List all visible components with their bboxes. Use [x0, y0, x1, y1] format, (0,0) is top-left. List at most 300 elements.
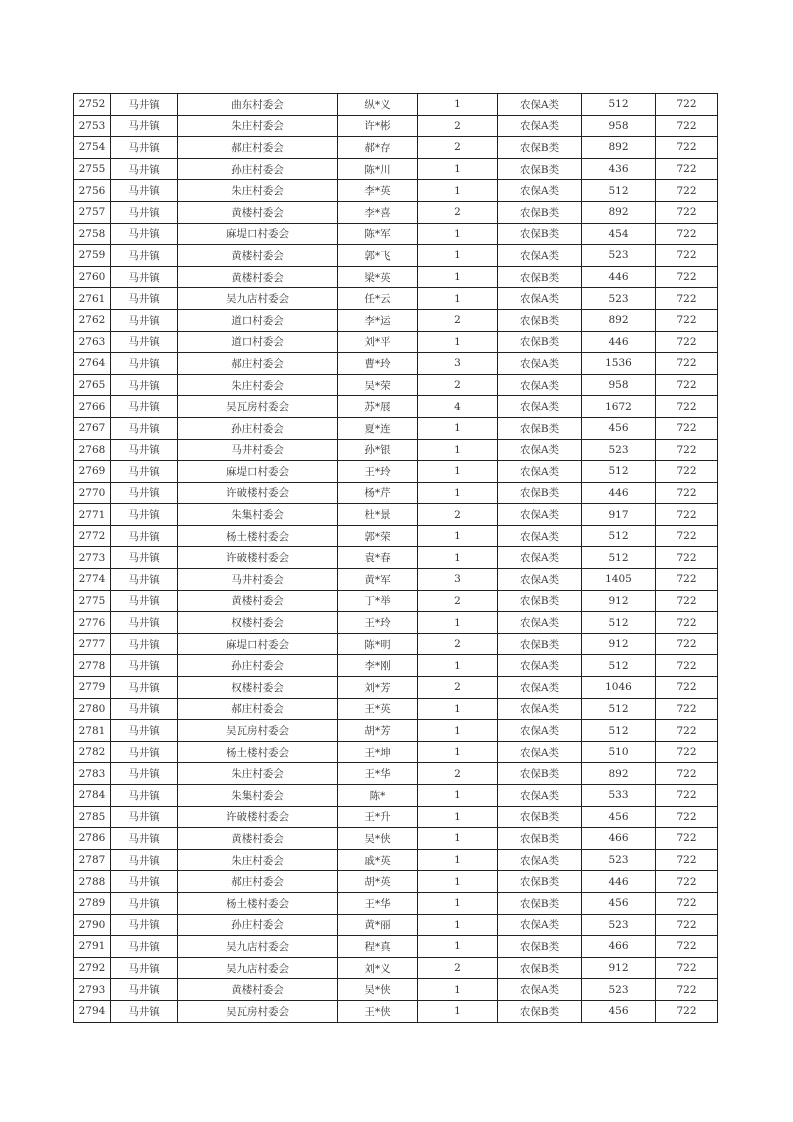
person-name-cell: 郭*荣	[338, 525, 418, 547]
table-row	[74, 417, 718, 439]
village-committee-cell: 朱庄村委会	[178, 374, 338, 396]
township-cell: 马井镇	[111, 1000, 178, 1022]
township-cell: 马井镇	[111, 374, 178, 396]
household-count-cell: 1	[418, 914, 498, 936]
amount-cell: 446	[582, 482, 656, 504]
amount-cell: 446	[582, 871, 656, 893]
township-cell: 马井镇	[111, 741, 178, 763]
person-name-cell: 吴*荣	[338, 374, 418, 396]
standard-cell: 722	[656, 957, 718, 979]
table-row	[74, 504, 718, 526]
village-committee-cell: 孙庄村委会	[178, 158, 338, 180]
household-count-cell: 1	[418, 720, 498, 742]
person-name-cell: 李*刚	[338, 655, 418, 677]
insurance-category-cell: 农保A类	[498, 655, 582, 677]
table-row	[74, 1000, 718, 1022]
person-name-cell: 杜*景	[338, 504, 418, 526]
row-number-cell: 2770	[74, 482, 111, 504]
village-committee-cell: 权楼村委会	[178, 612, 338, 634]
household-count-cell: 1	[418, 806, 498, 828]
row-number-cell: 2773	[74, 547, 111, 569]
standard-cell: 722	[656, 655, 718, 677]
household-count-cell: 1	[418, 785, 498, 807]
household-count-cell: 1	[418, 482, 498, 504]
standard-cell: 722	[656, 871, 718, 893]
amount-cell: 456	[582, 417, 656, 439]
row-number-cell: 2763	[74, 331, 111, 353]
amount-cell: 892	[582, 763, 656, 785]
township-cell: 马井镇	[111, 266, 178, 288]
row-number-cell: 2767	[74, 417, 111, 439]
household-count-cell: 1	[418, 936, 498, 958]
township-cell: 马井镇	[111, 158, 178, 180]
row-number-cell: 2792	[74, 957, 111, 979]
person-name-cell: 刘*芳	[338, 677, 418, 699]
table-row	[74, 892, 718, 914]
village-committee-cell: 麻堤口村委会	[178, 223, 338, 245]
household-count-cell: 1	[418, 892, 498, 914]
person-name-cell: 程*真	[338, 936, 418, 958]
insurance-category-cell: 农保B类	[498, 936, 582, 958]
row-number-cell: 2791	[74, 936, 111, 958]
amount-cell: 917	[582, 504, 656, 526]
household-count-cell: 2	[418, 590, 498, 612]
table-row	[74, 525, 718, 547]
township-cell: 马井镇	[111, 569, 178, 591]
township-cell: 马井镇	[111, 979, 178, 1001]
row-number-cell: 2772	[74, 525, 111, 547]
amount-cell: 912	[582, 633, 656, 655]
row-number-cell: 2759	[74, 245, 111, 267]
insurance-category-cell: 农保B类	[498, 828, 582, 850]
person-name-cell: 曹*玲	[338, 353, 418, 375]
table-body	[74, 94, 718, 1023]
insurance-category-cell: 农保B类	[498, 590, 582, 612]
amount-cell: 523	[582, 849, 656, 871]
household-count-cell: 1	[418, 698, 498, 720]
insurance-category-cell: 农保A类	[498, 374, 582, 396]
township-cell: 马井镇	[111, 914, 178, 936]
household-count-cell: 1	[418, 180, 498, 202]
amount-cell: 446	[582, 331, 656, 353]
person-name-cell: 王*坤	[338, 741, 418, 763]
row-number-cell: 2790	[74, 914, 111, 936]
row-number-cell: 2793	[74, 979, 111, 1001]
insurance-category-cell: 农保A类	[498, 677, 582, 699]
insurance-category-cell: 农保B类	[498, 417, 582, 439]
standard-cell: 722	[656, 525, 718, 547]
township-cell: 马井镇	[111, 677, 178, 699]
amount-cell: 1405	[582, 569, 656, 591]
amount-cell: 512	[582, 655, 656, 677]
row-number-cell: 2778	[74, 655, 111, 677]
amount-cell: 892	[582, 137, 656, 159]
insurance-category-cell: 农保A类	[498, 396, 582, 418]
insurance-category-cell: 农保A类	[498, 288, 582, 310]
household-count-cell: 2	[418, 504, 498, 526]
table-row	[74, 461, 718, 483]
household-count-cell: 2	[418, 374, 498, 396]
standard-cell: 722	[656, 849, 718, 871]
row-number-cell: 2753	[74, 115, 111, 137]
person-name-cell: 郭*飞	[338, 245, 418, 267]
household-count-cell: 1	[418, 655, 498, 677]
standard-cell: 722	[656, 309, 718, 331]
row-number-cell: 2781	[74, 720, 111, 742]
table-row	[74, 158, 718, 180]
amount-cell: 912	[582, 957, 656, 979]
table-row	[74, 763, 718, 785]
village-committee-cell: 吴瓦房村委会	[178, 720, 338, 742]
standard-cell: 722	[656, 914, 718, 936]
standard-cell: 722	[656, 201, 718, 223]
person-name-cell: 陈*川	[338, 158, 418, 180]
table-row	[74, 115, 718, 137]
household-count-cell: 1	[418, 417, 498, 439]
township-cell: 马井镇	[111, 763, 178, 785]
standard-cell: 722	[656, 590, 718, 612]
amount-cell: 1046	[582, 677, 656, 699]
row-number-cell: 2789	[74, 892, 111, 914]
township-cell: 马井镇	[111, 590, 178, 612]
amount-cell: 512	[582, 525, 656, 547]
amount-cell: 523	[582, 245, 656, 267]
township-cell: 马井镇	[111, 223, 178, 245]
table-row	[74, 677, 718, 699]
person-name-cell: 吴*侠	[338, 979, 418, 1001]
table-row	[74, 331, 718, 353]
row-number-cell: 2783	[74, 763, 111, 785]
township-cell: 马井镇	[111, 936, 178, 958]
village-committee-cell: 道口村委会	[178, 331, 338, 353]
village-committee-cell: 黄楼村委会	[178, 266, 338, 288]
standard-cell: 722	[656, 417, 718, 439]
person-name-cell: 郝*存	[338, 137, 418, 159]
table-row	[74, 936, 718, 958]
person-name-cell: 苏*展	[338, 396, 418, 418]
village-committee-cell: 吴瓦房村委会	[178, 396, 338, 418]
household-count-cell: 1	[418, 828, 498, 850]
standard-cell: 722	[656, 439, 718, 461]
row-number-cell: 2761	[74, 288, 111, 310]
standard-cell: 722	[656, 936, 718, 958]
row-number-cell: 2784	[74, 785, 111, 807]
township-cell: 马井镇	[111, 612, 178, 634]
table-row	[74, 245, 718, 267]
insurance-category-cell: 农保B类	[498, 482, 582, 504]
table-row	[74, 374, 718, 396]
person-name-cell: 王*玲	[338, 461, 418, 483]
person-name-cell: 孙*银	[338, 439, 418, 461]
amount-cell: 466	[582, 936, 656, 958]
amount-cell: 523	[582, 979, 656, 1001]
person-name-cell: 王*英	[338, 698, 418, 720]
person-name-cell: 胡*芳	[338, 720, 418, 742]
standard-cell: 722	[656, 374, 718, 396]
household-count-cell: 1	[418, 741, 498, 763]
village-committee-cell: 麻堤口村委会	[178, 461, 338, 483]
village-committee-cell: 许破楼村委会	[178, 482, 338, 504]
township-cell: 马井镇	[111, 439, 178, 461]
household-count-cell: 2	[418, 677, 498, 699]
table-row	[74, 288, 718, 310]
person-name-cell: 李*喜	[338, 201, 418, 223]
township-cell: 马井镇	[111, 245, 178, 267]
standard-cell: 722	[656, 785, 718, 807]
standard-cell: 722	[656, 547, 718, 569]
village-committee-cell: 杨土楼村委会	[178, 525, 338, 547]
township-cell: 马井镇	[111, 547, 178, 569]
insurance-category-cell: 农保A类	[498, 979, 582, 1001]
person-name-cell: 李*英	[338, 180, 418, 202]
person-name-cell: 陈*军	[338, 223, 418, 245]
standard-cell: 722	[656, 137, 718, 159]
insurance-category-cell: 农保A类	[498, 612, 582, 634]
village-committee-cell: 权楼村委会	[178, 677, 338, 699]
insurance-category-cell: 农保A类	[498, 180, 582, 202]
standard-cell: 722	[656, 396, 718, 418]
insurance-category-cell: 农保B类	[498, 957, 582, 979]
household-count-cell: 1	[418, 439, 498, 461]
village-committee-cell: 朱庄村委会	[178, 849, 338, 871]
table-row	[74, 785, 718, 807]
village-committee-cell: 吴九店村委会	[178, 288, 338, 310]
township-cell: 马井镇	[111, 201, 178, 223]
insurance-category-cell: 农保B类	[498, 158, 582, 180]
table-row	[74, 871, 718, 893]
household-count-cell: 1	[418, 331, 498, 353]
township-cell: 马井镇	[111, 137, 178, 159]
village-committee-cell: 黄楼村委会	[178, 245, 338, 267]
insurance-category-cell: 农保A类	[498, 461, 582, 483]
insurance-category-cell: 农保A类	[498, 785, 582, 807]
insurance-category-cell: 农保B类	[498, 266, 582, 288]
amount-cell: 912	[582, 590, 656, 612]
township-cell: 马井镇	[111, 94, 178, 116]
amount-cell: 512	[582, 94, 656, 116]
village-committee-cell: 曲东村委会	[178, 94, 338, 116]
village-committee-cell: 马井村委会	[178, 439, 338, 461]
village-committee-cell: 许破楼村委会	[178, 806, 338, 828]
township-cell: 马井镇	[111, 525, 178, 547]
row-number-cell: 2762	[74, 309, 111, 331]
village-committee-cell: 孙庄村委会	[178, 655, 338, 677]
standard-cell: 722	[656, 569, 718, 591]
table-row	[74, 806, 718, 828]
village-committee-cell: 朱庄村委会	[178, 115, 338, 137]
table-row	[74, 914, 718, 936]
insurance-category-cell: 农保B类	[498, 137, 582, 159]
person-name-cell: 吴*侠	[338, 828, 418, 850]
household-count-cell: 1	[418, 849, 498, 871]
amount-cell: 512	[582, 180, 656, 202]
standard-cell: 722	[656, 720, 718, 742]
village-committee-cell: 朱庄村委会	[178, 180, 338, 202]
village-committee-cell: 黄楼村委会	[178, 201, 338, 223]
household-count-cell: 2	[418, 201, 498, 223]
township-cell: 马井镇	[111, 698, 178, 720]
household-count-cell: 1	[418, 223, 498, 245]
person-name-cell: 丁*举	[338, 590, 418, 612]
insurance-category-cell: 农保A类	[498, 547, 582, 569]
township-cell: 马井镇	[111, 806, 178, 828]
row-number-cell: 2780	[74, 698, 111, 720]
household-count-cell: 2	[418, 957, 498, 979]
amount-cell: 436	[582, 158, 656, 180]
insurance-category-cell: 农保B类	[498, 806, 582, 828]
insurance-category-cell: 农保A类	[498, 439, 582, 461]
row-number-cell: 2755	[74, 158, 111, 180]
household-count-cell: 1	[418, 288, 498, 310]
row-number-cell: 2758	[74, 223, 111, 245]
person-name-cell: 许*彬	[338, 115, 418, 137]
table-row	[74, 979, 718, 1001]
table-row	[74, 612, 718, 634]
table-row	[74, 633, 718, 655]
standard-cell: 722	[656, 892, 718, 914]
amount-cell: 512	[582, 461, 656, 483]
village-committee-cell: 吴九店村委会	[178, 957, 338, 979]
standard-cell: 722	[656, 266, 718, 288]
amount-cell: 958	[582, 374, 656, 396]
row-number-cell: 2760	[74, 266, 111, 288]
standard-cell: 722	[656, 633, 718, 655]
standard-cell: 722	[656, 461, 718, 483]
table-row	[74, 137, 718, 159]
amount-cell: 512	[582, 698, 656, 720]
row-number-cell: 2777	[74, 633, 111, 655]
amount-cell: 1672	[582, 396, 656, 418]
row-number-cell: 2775	[74, 590, 111, 612]
standard-cell: 722	[656, 482, 718, 504]
village-committee-cell: 杨土楼村委会	[178, 741, 338, 763]
village-committee-cell: 郝庄村委会	[178, 353, 338, 375]
row-number-cell: 2794	[74, 1000, 111, 1022]
person-name-cell: 夏*连	[338, 417, 418, 439]
standard-cell: 722	[656, 115, 718, 137]
amount-cell: 533	[582, 785, 656, 807]
household-count-cell: 1	[418, 871, 498, 893]
person-name-cell: 任*云	[338, 288, 418, 310]
row-number-cell: 2757	[74, 201, 111, 223]
table-row	[74, 309, 718, 331]
township-cell: 马井镇	[111, 482, 178, 504]
amount-cell: 512	[582, 720, 656, 742]
row-number-cell: 2788	[74, 871, 111, 893]
household-count-cell: 1	[418, 1000, 498, 1022]
amount-cell: 510	[582, 741, 656, 763]
household-count-cell: 3	[418, 353, 498, 375]
table-row	[74, 655, 718, 677]
insurance-category-cell: 农保A类	[498, 115, 582, 137]
person-name-cell: 刘*义	[338, 957, 418, 979]
amount-cell: 454	[582, 223, 656, 245]
row-number-cell: 2785	[74, 806, 111, 828]
insurance-category-cell: 农保A类	[498, 94, 582, 116]
person-name-cell: 陈*明	[338, 633, 418, 655]
amount-cell: 958	[582, 115, 656, 137]
amount-cell: 1536	[582, 353, 656, 375]
township-cell: 马井镇	[111, 353, 178, 375]
standard-cell: 722	[656, 828, 718, 850]
insurance-category-cell: 农保B类	[498, 201, 582, 223]
township-cell: 马井镇	[111, 828, 178, 850]
township-cell: 马井镇	[111, 309, 178, 331]
row-number-cell: 2771	[74, 504, 111, 526]
standard-cell: 722	[656, 180, 718, 202]
village-committee-cell: 杨土楼村委会	[178, 892, 338, 914]
insurance-category-cell: 农保B类	[498, 223, 582, 245]
household-count-cell: 2	[418, 633, 498, 655]
table-row	[74, 547, 718, 569]
insurance-category-cell: 农保A类	[498, 353, 582, 375]
table-row	[74, 590, 718, 612]
person-name-cell: 刘*平	[338, 331, 418, 353]
household-count-cell: 1	[418, 525, 498, 547]
person-name-cell: 李*运	[338, 309, 418, 331]
row-number-cell: 2774	[74, 569, 111, 591]
standard-cell: 722	[656, 158, 718, 180]
insurance-category-cell: 农保B类	[498, 763, 582, 785]
data-table	[73, 93, 718, 1023]
household-count-cell: 2	[418, 309, 498, 331]
row-number-cell: 2769	[74, 461, 111, 483]
household-count-cell: 1	[418, 158, 498, 180]
table-row	[74, 957, 718, 979]
table-row	[74, 828, 718, 850]
amount-cell: 523	[582, 288, 656, 310]
table-row	[74, 266, 718, 288]
insurance-category-cell: 农保A类	[498, 914, 582, 936]
insurance-category-cell: 农保A类	[498, 720, 582, 742]
township-cell: 马井镇	[111, 115, 178, 137]
person-name-cell: 黄*丽	[338, 914, 418, 936]
township-cell: 马井镇	[111, 504, 178, 526]
household-count-cell: 4	[418, 396, 498, 418]
township-cell: 马井镇	[111, 892, 178, 914]
person-name-cell: 胡*英	[338, 871, 418, 893]
township-cell: 马井镇	[111, 957, 178, 979]
standard-cell: 722	[656, 223, 718, 245]
household-count-cell: 2	[418, 763, 498, 785]
standard-cell: 722	[656, 331, 718, 353]
insurance-category-cell: 农保A类	[498, 504, 582, 526]
household-count-cell: 2	[418, 137, 498, 159]
insurance-category-cell: 农保B类	[498, 871, 582, 893]
household-count-cell: 2	[418, 115, 498, 137]
standard-cell: 722	[656, 612, 718, 634]
village-committee-cell: 黄楼村委会	[178, 828, 338, 850]
standard-cell: 722	[656, 288, 718, 310]
household-count-cell: 1	[418, 94, 498, 116]
township-cell: 马井镇	[111, 417, 178, 439]
table-row	[74, 439, 718, 461]
person-name-cell: 陈*	[338, 785, 418, 807]
row-number-cell: 2779	[74, 677, 111, 699]
amount-cell: 456	[582, 1000, 656, 1022]
village-committee-cell: 孙庄村委会	[178, 417, 338, 439]
township-cell: 马井镇	[111, 461, 178, 483]
standard-cell: 722	[656, 763, 718, 785]
amount-cell: 512	[582, 547, 656, 569]
village-committee-cell: 郝庄村委会	[178, 137, 338, 159]
standard-cell: 722	[656, 94, 718, 116]
insurance-category-cell: 农保A类	[498, 849, 582, 871]
row-number-cell: 2754	[74, 137, 111, 159]
table-row	[74, 396, 718, 418]
township-cell: 马井镇	[111, 331, 178, 353]
row-number-cell: 2782	[74, 741, 111, 763]
